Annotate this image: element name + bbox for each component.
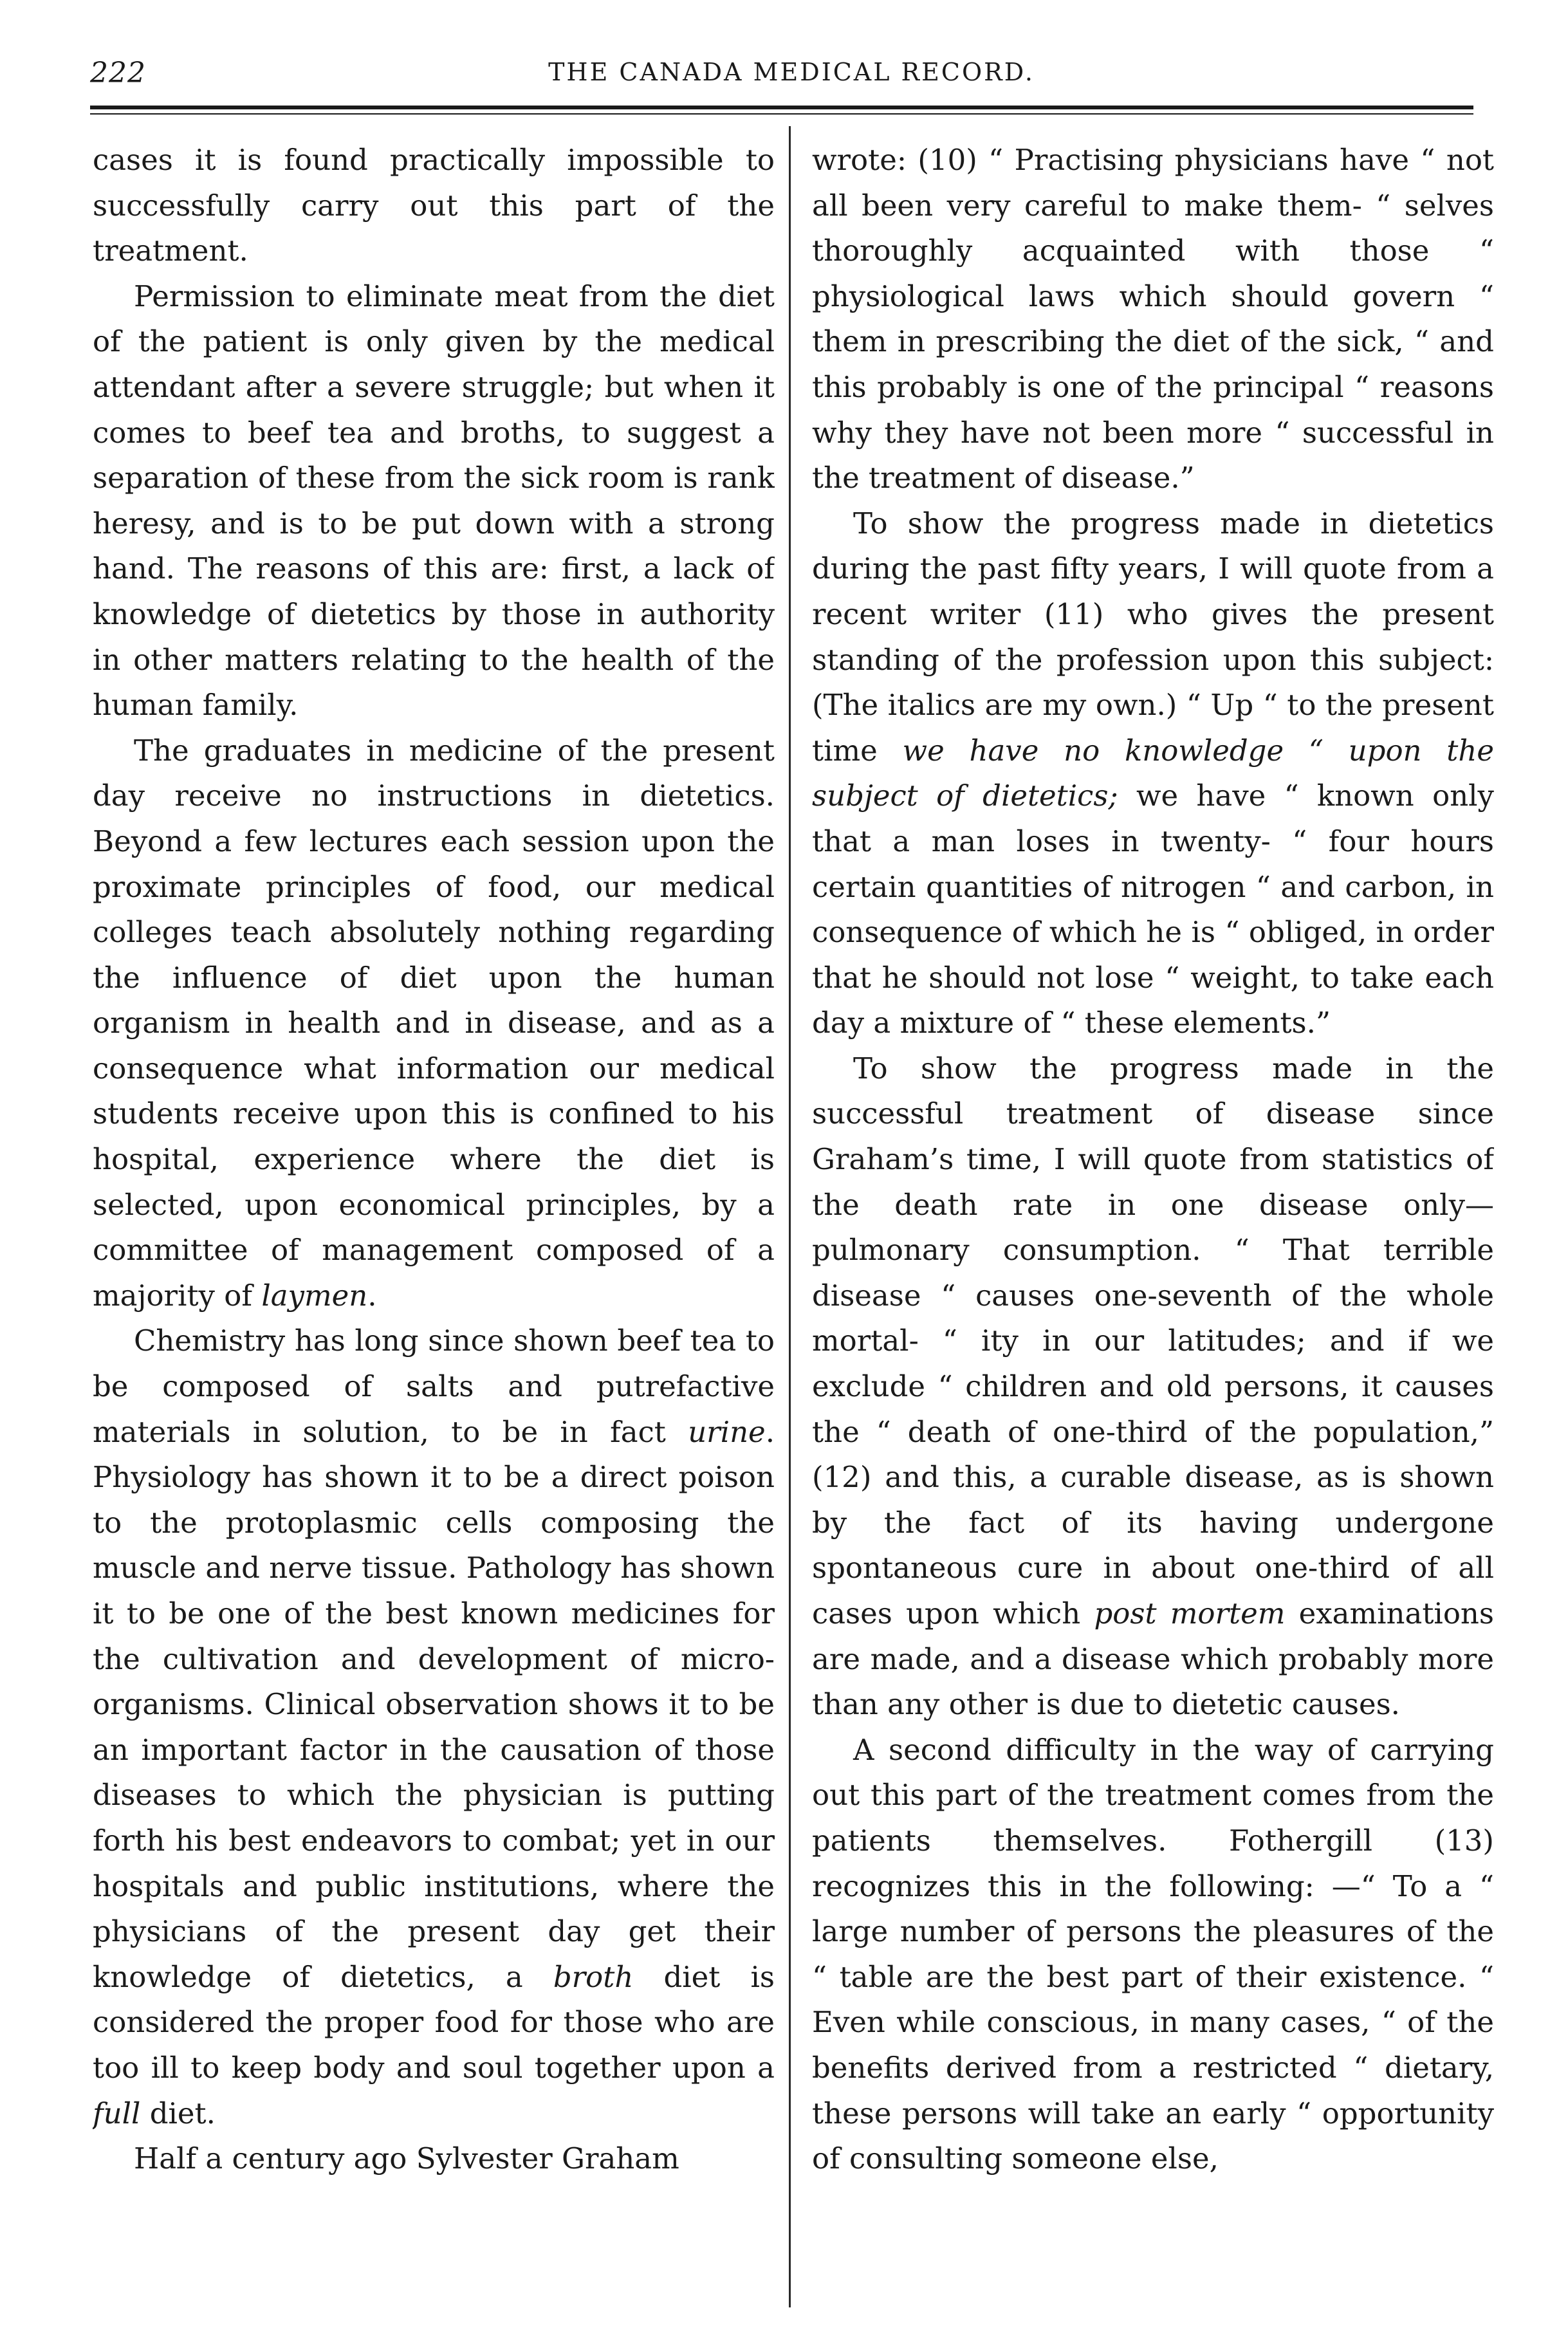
paragraph: Chemistry has long since shown beef tea to be composed of salts and putrefactive materials in solution, to be in fact urine. Physiology has shown it to be a direct poison to the protoplasmic cells composing the muscle and nerve tissue. Pathology has shown it to be one of the best known medicines for the cultivation and development of micro-organisms. Clinical observation shows it to be an important factor in the causation of those diseases to which the physician is putting forth his best endeavors to combat; yet in our hospitals and public institutions, where the physicians of the present day get their knowledge of dietetics, a broth diet is considered the proper food for those who are too ill to keep body and soul together upon a full diet. bbox=[93, 1324, 775, 2130]
paragraph: A second difficulty in the way of carrying out this part of the treatment comes from the patients themselves. Fothergill (13) recognizes this in the following: —“ To a “ large number of persons the pleasures of the “ table are the best part of their existence. “ Even while conscious, in many cases, “ of the benefits derived from a restricted “ dietary, these persons will take an early “ opportunity of consulting someone else, bbox=[812, 1732, 1494, 2176]
italic-text: post mortem bbox=[1094, 1596, 1286, 1631]
column-divider bbox=[789, 126, 791, 2307]
paragraph: The graduates in medicine of the present day receive no instructions in dietetics. Beyond a few lectures each session upon the proximate principles of food, our medical colleges teach absolutely nothing regarding the influence of diet upon the human organism in health and in disease, and as a consequence what information our medical students receive upon this is confined to his hospital, experience where the diet is selected, upon economical principles, by a committee of management composed of a majority of laymen. bbox=[93, 733, 775, 1313]
header-rule-thick bbox=[90, 106, 1473, 109]
page-number: 222 bbox=[90, 57, 146, 89]
italic-text: broth bbox=[553, 1959, 634, 1994]
paragraph: cases it is found practically impossible to successfully carry out this part of the treatment. bbox=[93, 143, 775, 268]
page-header bbox=[90, 57, 1493, 102]
header-rule-thin bbox=[90, 113, 1473, 115]
running-title: THE CANADA MEDICAL RECORD. bbox=[548, 58, 1035, 86]
italic-text: we have no knowledge “ upon the subject of dietetics; bbox=[812, 733, 1494, 813]
paragraph: wrote: (10) “ Practising physicians have “ not all been very careful to make them- “ selves thoroughly acquainted with those “ physiological laws which should govern “ them in prescribing the diet of the sick, “ and this probably is one of the principal “ reasons why they have not been more “ successful in the treatment of disease.” bbox=[812, 143, 1494, 495]
italic-text: laymen bbox=[261, 1278, 368, 1313]
paragraph: To show the progress made in dietetics during the past fifty years, I will quote from a recent writer (11) who gives the present standing of the profession upon this subject: (The italics are my own.) “ Up “ to the present time we have no knowledge “ upon the subject of dietetics; we have “ known only that a man loses in twenty- “ four hours certain quantities of nitrogen “ and carbon, in consequence of which he is “ obliged, in order that he should not lose “ weight, to take each day a mixture of “ these elements.” bbox=[812, 506, 1494, 1040]
left-column bbox=[93, 138, 775, 2300]
paragraph: Half a century ago Sylvester Graham bbox=[134, 2141, 679, 2176]
paragraph: To show the progress made in the successful treatment of disease since Graham’s time, I will quote from statistics of the death rate in one disease only—pulmonary consumption. “ That terrible disease “ causes one-seventh of the whole mortal- “ ity in our latitudes; and if we exclude “ children and old persons, it causes the “ death of one-third of the population,” (12) and this, a curable disease, as is shown by the fact of its having undergone spontaneous cure in about one-third of all cases upon which post mortem examinations are made, and a disease which probably more than any other is due to dietetic causes. bbox=[812, 1051, 1494, 1722]
right-column bbox=[812, 138, 1494, 2300]
italic-text: full bbox=[93, 2096, 141, 2130]
italic-text: urine bbox=[688, 1414, 766, 1449]
paragraph: Permission to eliminate meat from the diet of the patient is only given by the medical attendant after a severe struggle; but when it comes to beef tea and broths, to suggest a separation of these from the sick room is rank heresy, and is to be put down with a strong hand. The reasons of this are: first, a lack of knowledge of dietetics by those in authority in other matters relating to the health of the human family. bbox=[93, 279, 775, 723]
